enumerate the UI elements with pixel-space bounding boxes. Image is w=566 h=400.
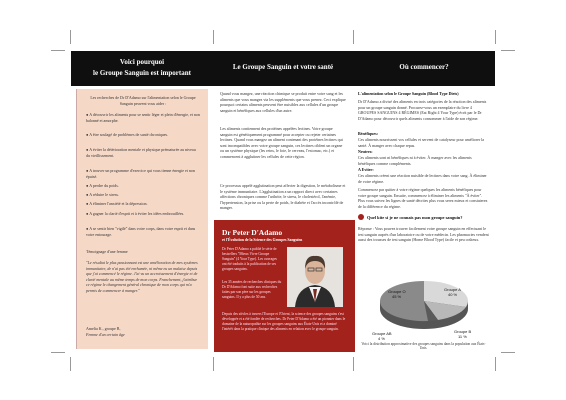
crop-mark [495,30,496,44]
benefic-text: Ces aliments nourrissent vos cellules et servent de catalyseur pour améliorer la santé. À manger avec chaque repas. [358,137,485,148]
benefit-item: ● A découvrir les aliments pour se sentir léger et plein d'énergie, et non balonné et amorphe. [86,112,200,123]
fold-mark [353,357,354,371]
question-icon [358,214,364,220]
header-right: Où commencer? [399,63,449,71]
pie-pct-o: 45 % [392,294,402,299]
middle-paragraph-1: Quand vous mangez, une réaction chimique se produit entre votre sang et les aliments que vous mangez via les suppléments que vous prenez. Ceci explique pourquoi certains aliments peuvent être nuisibles aux cellules d'un groupe sanguin et bénéfiques aux cellules d'un autre. [220,91,346,113]
doctor-subtitle: et l'Évolution de la Science des Groupes Sanguins [222,238,303,242]
pie-label-b: Groupe B [454,329,472,334]
benefit-item: ● A éviter la détérioration mentale et physique prématurée au niveau du vieillissement. [86,147,196,158]
benefits-intro: Les recherches de Dr D'Adamo sur l'alimentation selon le Groupe Sanguin peuvent vous aider : [90,95,196,106]
diets-intro: Dr D'Adamo a divisé des aliments en trois catégories de la réaction des aliments pour un groupe sanguin donné. Procurez-vous un exemplaire du livre 4 GROUPES SANGUINS 4 RÉGIMES (Eat Right 4 Your Type) écrit par le Dr D'Adamo pour découvrir quels aliments consommer à l'aide de son régime. [358,99,487,121]
start-paragraph: Commencez par quitter à votre régime quelques les aliments bénéfiques pour votre groupe sanguin. Ensuite, commencez à éliminer les aliments "À éviter". Plus vous suivez les lignes de santé décrites plus vous serez mieux et constaterez de la différence du régime. [358,187,488,209]
diets-label: L'alimentation selon le Groupe Sanguin (Blood Type Diets) [358,91,459,96]
header-bar [71,51,495,86]
middle-paragraph-2: Les aliments contiennent des protéines appelées lectines. Votre groupe sanguin est génétiquement programmé pour accepter ou rejeter certaines lectines. Quand vous mangez un aliment contenant des protéines lectines qui sont incompatibles avec votre groupe sanguin, ces lectines ciblent un organe ou un système physique (les reins, le foie, le cerveau, l'estomac, etc.) et commencent à agglutiner les cellules de cette région. [220,126,343,159]
crop-mark [501,352,515,353]
neutral-heading: Neutres: [358,149,373,154]
doctor-paragraph-3: Depuis des siècles à travers l'Europe et l'Orient, la science des groupes sanguins s'est développée et a été fondée de recherches. Dr Peter D'Adamo a été un pionnier dans le domaine de la naturopathie sur les groupes sanguins aux États-Unis et a dominé l'intérêt dans la pratique clinique des aliments en relation avec le groupe sanguin. [222,312,346,331]
benefit-item: ● A perdre du poids. [86,183,119,188]
answer-text: Réponse : Vous pouvez trouver facilement votre groupe sanguin en effectuant le test sanguin auprès d'un laboratoire ou de votre médecin. Les pharmacies vendent aussi des trousses de test sanguin (Home Blood Type) facile et peu coûteux. [358,226,489,243]
testimony-quote: "Le résultat le plus passionnant est une amélioration de mes systèmes immunitaire, de n'ai pas été enrhumée, ni même eu un malaise depuis que j'ai commencé le régime. J'ai vu un accroissement d'énergie et de clarté mentale au même temps de mon corps. Franchement, j'attribue ce régime le changement général chronique de mon corps qui m'a permis de commencer à manger." [86,260,198,293]
testimony-signature: Amelia K., groupe B, [86,326,121,331]
crop-mark [501,50,515,51]
benefit-item: ● A gagner la clarté d'esprit et à éviter les idées embrouillées. [86,211,185,216]
pie-pct-a: 40 % [448,292,458,297]
doctor-name: Dr Peter D'Adamo [222,228,283,237]
fold-mark [213,30,214,44]
pie-label-ab: Groupe AB [372,331,392,336]
pie-caption: Voici la distribution approximative des groupes sanguins dans la population aux États-Unis. [361,342,486,351]
header-middle: Le Groupe Sanguin et votre santé [232,63,334,71]
doctor-paragraph-2: Les 35 années de recherches cliniques du Dr D'Adamo font suite aux recherches faites par son père sur les groupes sanguins. Il y a plus de 50 ans. [222,280,282,299]
fold-mark [353,30,354,44]
brochure-sheet [71,51,495,352]
middle-paragraph-3: Ce processus appelé agglutination peut affecter la digestion, le métabolisme et le système immunitaire. L'agglutination a un rapport direct avec certaines affections chroniques comme l'arthrite, le stress, le cholestérol, l'anémie, l'hypertension, la prise ou la perte de poids, le diabète et l'accès incontrôlé de manger. [220,183,346,211]
crop-mark [495,357,496,371]
pie-label-a: Groupe A [444,287,461,292]
benefic-heading: Bénéfiques: [358,131,378,136]
avoid-heading: A Eviter: [358,167,374,172]
testimony-heading: Témoignage d'une femme [86,249,128,254]
doctor-box [214,220,355,352]
header-left-line2: le Groupe Sanguin est important [93,69,191,77]
testimony-signature-sub: Femme d'un certain âge [86,332,125,337]
benefit-item: ● A éliminer l'anxiété et la dépression. [86,201,148,206]
header-left-line1: Voici pourquoi [119,58,165,66]
pie-label-o: Groupe O [388,289,406,294]
doctor-paragraph-1: Dr Peter D'Adamo a publié le série de bestsellers "Mieux Vivre Groupe Sanguin" (4 Your Type). Les ouvrages ont été traduits à la publication de ses groupes sanguins. [222,247,277,271]
benefits-panel [76,89,208,349]
header-left [71,57,213,79]
benefit-item: ● A trouver un programme d'exercice qui vous tienne énergie et non épuisé. [86,168,195,179]
benefit-item: ● A réduire le stress. [86,192,119,197]
pie-pct-ab: 4 % [378,336,385,341]
benefit-item: ● A se sentir bien "vigilé" dans votre corps, dans votre esprit et dans votre entourage. [86,226,196,237]
crop-mark [70,30,71,44]
crop-mark [51,352,65,353]
fold-mark [213,357,214,371]
doctor-photo [287,247,343,307]
avoid-text: Ces aliments créent une réaction nuisible de lectines dans votre sang. À éliminer de votre régime. [358,173,487,184]
question-heading: Quel kite si je ne connais pas mon groupe sanguin? [367,215,463,220]
blood-type-pie-chart [358,251,489,351]
benefit-item: ● A être soulagé de problèmes de santé chroniques. [86,132,169,137]
pie-pct-b: 11 % [458,334,467,339]
neutral-text: Ces aliments sont ni bénéfiques ni à éviter. À manger avec les aliments bénéfiques comme compléments. [358,155,472,166]
crop-mark [51,50,65,51]
crop-mark [70,357,71,371]
